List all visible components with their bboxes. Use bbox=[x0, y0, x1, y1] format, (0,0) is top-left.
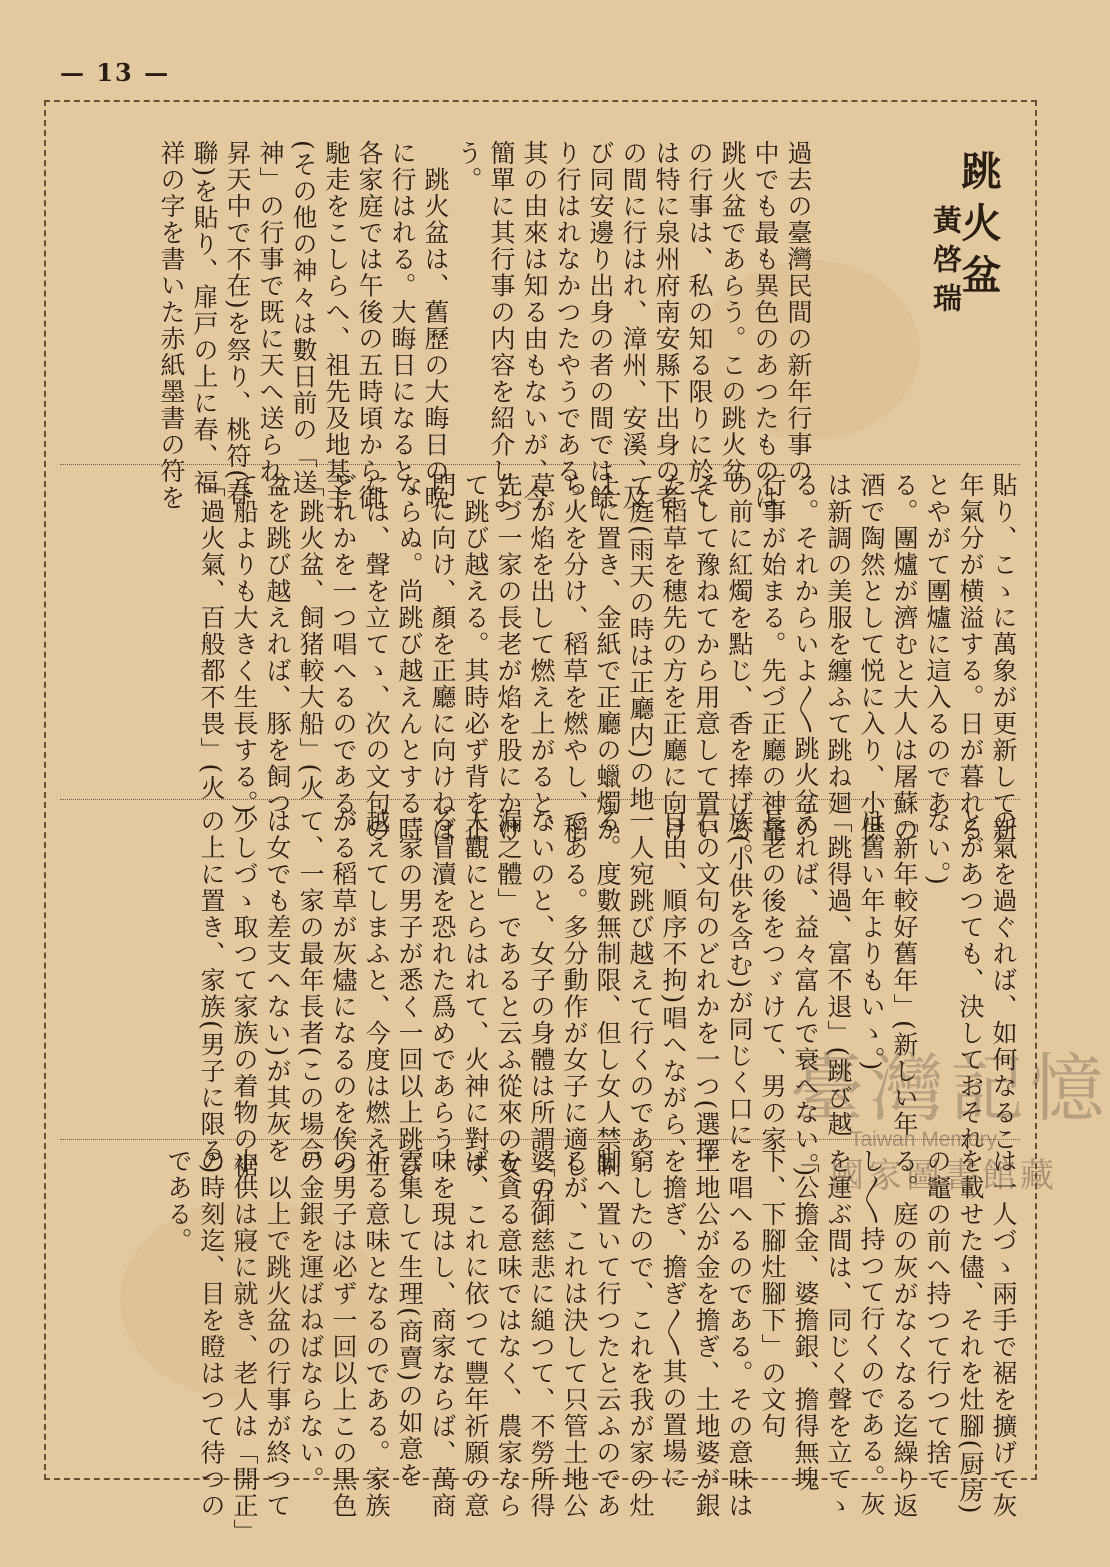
paper-stain bbox=[120, 1200, 380, 1400]
column-band-2 bbox=[60, 472, 1020, 870]
band-3-text: の氣を過ぐれば、如何なるこ とがあつても、決しておそれ ない。) 「新年較好舊年」(新しい年 は舊い年よりもいゝ。) 「跳得過、富不退」(跳び越 えれば、益々富んで衰へない。) 長老の後をつゞけて、男の家 族(小供を含む)が同じく口に 右の文句のどれかを一つ(選擇 自由、順序不拘)唱へながら、 一人宛跳び越えて行くのであ る。度數無制限、但し女人禁制 である。多分動作が女子に適し ないのと、女子の身體は所謂「五 漏之體」であると云ふ從來の女 人觀にとらはれて、火神に對す る冒瀆を恐れた爲めであらう。 一家の男子が悉く一回以上跳び 越えてしまふと、今度は燃え上 がる稻草が灰燼になるのを俟つ て、一家の最年長者(この場合 は女でも差支へない)が其灰を 少しづゝ取つて家族の着物の裾 の上に置き、家族(男子に限る) bbox=[197, 808, 1018, 1206]
watermark-latin: Taiwan Memory bbox=[850, 1128, 998, 1151]
library-watermark bbox=[790, 1030, 1110, 1196]
paper-stain bbox=[700, 260, 920, 440]
band-1-text: 過去の臺灣民間の新年行事の 中でも最も異色のあつたものは 跳火盆であらう。この跳火盆 の行事は、私の知る限りに於て は特に泉州府南安縣下出身の者 の間に行はれ、漳州、安溪、及 び同安邊り出身の者の間では餘 り行はれなかつたやうである。 其の由來は知る由もないが、今 簡單に其行事の内容を紹介しよ う。 跳火盆は、舊歷の大晦日の晩 に行はれる。大晦日になると、 各家庭では午後の五時頃から御 馳走をこしらへ、祖先及地基主 (その他の神々は數日前の「送 神」の行事で既に天へ送られ、 昇天中で不在)を祭り、桃符(春 聯)を貼り、扉戸の上に春、福 祥の字を書いた赤紙墨書の符を bbox=[157, 140, 813, 511]
watermark-label: 國家圖書館藏 bbox=[830, 1156, 1058, 1196]
band-2-text: 貼り、こゝに萬象が更新して新 年氣分が横溢する。日が暮れる とやがて團爐に這入るのであ る。團爐が濟むと大人は屠蘇の 酒で陶然として悦に入り、小供 は新調の美服を纏ふて跳ね廻 る。それからいよ〳〵跳火盆の 行事が始まる。先づ正廳の神龕 の前に紅燭を點じ、香を捧げる。 そして豫ねてから用意して置い た稻草を穗先の方を正廳に向け て庭(雨天の時は正廳内)の地 上に置き、金紙で正廳の蠟燭か ら火を分け、稻草を燃やし、稻 草が焰を出して燃え上がると、 先づ一家の長老が焰を股にかけ て跳び越える。其時必ず背を正 門に向け、顏を正廳に向けねば ならぬ。尚跳び越えんとする時 には、聲を立てゝ、次の文句の どれかを一つ唱へるのである。 「跳火盆、飼猪較大船」(火 盆を跳び越えれば、豚を飼つ て船よりも大きく生長する。) 「過火氣、百般都不畏」(火 bbox=[197, 472, 1018, 870]
article-author: 黃啓瑞 bbox=[929, 205, 963, 322]
band-separator bbox=[60, 799, 1020, 800]
band-separator bbox=[60, 464, 1020, 465]
article-title: 跳火盆 bbox=[955, 150, 1002, 306]
watermark-chars: 臺灣記憶 bbox=[790, 1046, 1110, 1132]
page-number: — 13 — bbox=[60, 58, 171, 87]
band-4-text: は一人づゝ兩手で裾を擴げて灰 を載せた儘、それを灶腳(厨房) の竈の前へ持つて行つて捨て る。庭の灰がなくなる迄繰り返 し〳〵持つて行くのである。灰 を運ぶ間は、同じく聲を立てゝ 「公擔金、婆擔銀、擔得無塊 下、下腳灶腳下」の文句 を唱へるのである。その意味は 土地公が金を擔ぎ、土地婆が銀 を擔ぎ、擔ぎ〳〵其の置場に 窮したので、これを我が家の灶 脚へ置いて行つたと云ふのであ るが、これは決して只管土地公 婆の御慈悲に縋つて、不勞所得 を貪る意味ではなく、農家なら ば、これに依つて豐年祈願の意 味を現はし、商家ならば、萬商 雲集して生理(商賣)の如意を 祈る意味となるのである。家族 の男子は必ず一回以上この黒色 の金銀を運ばねばならない。 以上で跳火盆の行事が終つて 小供は寢に就き、老人は「開正」 の時刻迄、目を瞪はつて待つの である。 bbox=[164, 1148, 1018, 1546]
